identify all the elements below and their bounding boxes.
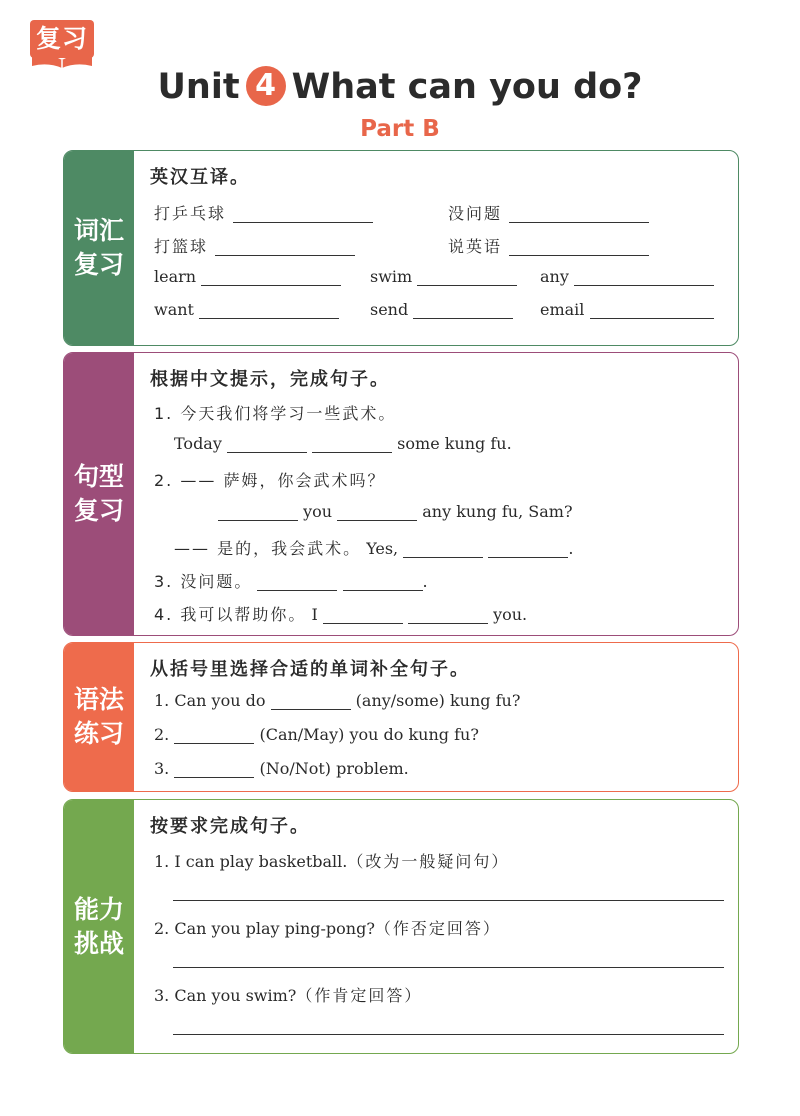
answer-blank[interactable] <box>215 237 355 256</box>
answer-blank[interactable] <box>403 539 483 558</box>
answer-blank[interactable] <box>312 434 392 453</box>
grammar-q3: 3. (No/Not) problem. <box>154 759 409 778</box>
vocab-item: send <box>370 300 513 319</box>
title-unit-word: Unit <box>157 67 240 107</box>
answer-blank[interactable] <box>218 502 298 521</box>
answer-blank[interactable] <box>227 434 307 453</box>
answer-blank[interactable] <box>509 204 649 223</box>
vocab-side-text: 词汇 复习 <box>73 216 124 279</box>
sentence-instruction: 根据中文提示，完成句子。 <box>150 369 390 390</box>
grammar-q1: 1. Can you do (any/some) kung fu? <box>154 691 521 710</box>
review-badge-label: 复习 <box>30 20 94 58</box>
grammar-section <box>63 642 739 792</box>
vocab-side-label <box>64 151 134 345</box>
sentence-side-label <box>64 353 134 635</box>
answer-blank[interactable] <box>408 605 488 624</box>
sentence-q1-prompt: 1. 今天我们将学习一些武术。 <box>154 404 397 423</box>
answer-blank[interactable] <box>201 267 341 286</box>
answer-blank[interactable] <box>488 539 568 558</box>
grammar-q2: 2. (Can/May) you do kung fu? <box>154 725 479 744</box>
sentence-q2-answer: —— 是的，我会武术。 Yes, . <box>174 539 574 558</box>
title-text: What can you do? <box>291 67 643 107</box>
answer-blank[interactable] <box>337 502 417 521</box>
answer-line[interactable] <box>173 967 724 968</box>
grammar-side-label <box>64 643 134 791</box>
vocab-item: 打乒乓球 <box>154 201 373 224</box>
sentence-q2-question: you any kung fu, Sam? <box>218 502 573 521</box>
answer-blank[interactable] <box>417 267 517 286</box>
sentence-q1: Today some kung fu. <box>174 434 512 453</box>
vocab-item: email <box>540 300 714 319</box>
vocab-section <box>63 150 739 346</box>
vocab-item: swim <box>370 267 517 286</box>
vocab-item: want <box>154 300 339 319</box>
vocab-item: 没问题 <box>448 201 649 224</box>
sentence-q4: 4. 我可以帮助你。 I you. <box>154 605 528 624</box>
answer-line[interactable] <box>173 900 724 901</box>
challenge-q2: 2. Can you play ping-pong?（作否定回答） <box>154 919 501 938</box>
challenge-q3: 3. Can you swim?（作肯定回答） <box>154 986 423 1005</box>
challenge-side-label <box>64 800 134 1053</box>
challenge-section <box>63 799 739 1054</box>
vocab-item: 打篮球 <box>154 234 355 257</box>
answer-blank[interactable] <box>199 300 339 319</box>
review-badge <box>30 20 94 70</box>
challenge-q1: 1. I can play basketball.（改为一般疑问句） <box>154 852 510 871</box>
answer-blank[interactable] <box>174 759 254 778</box>
answer-blank[interactable] <box>257 572 337 591</box>
answer-blank[interactable] <box>323 605 403 624</box>
answer-blank[interactable] <box>509 237 649 256</box>
vocab-item: any <box>540 267 714 286</box>
answer-blank[interactable] <box>174 725 254 744</box>
answer-blank[interactable] <box>343 572 423 591</box>
grammar-instruction: 从括号里选择合适的单词补全句子。 <box>150 659 470 680</box>
answer-blank[interactable] <box>413 300 513 319</box>
answer-blank[interactable] <box>590 300 714 319</box>
sentence-q2-prompt: 2. —— 萨姆，你会武术吗？ <box>154 471 386 490</box>
sentence-section <box>63 352 739 636</box>
part-label: Part B <box>360 116 440 142</box>
answer-line[interactable] <box>173 1034 724 1035</box>
vocab-item: 说英语 <box>448 234 649 257</box>
answer-blank[interactable] <box>574 267 714 286</box>
challenge-side-text: 能力 挑战 <box>73 894 124 958</box>
answer-blank[interactable] <box>271 691 351 710</box>
vocab-instruction: 英汉互译。 <box>150 167 250 188</box>
grammar-side-text: 语法 练习 <box>73 685 124 748</box>
page-title <box>0 66 800 107</box>
challenge-instruction: 按要求完成句子。 <box>150 816 310 837</box>
unit-number-badge: 4 <box>246 66 286 106</box>
vocab-item: learn <box>154 267 341 286</box>
sentence-q3: 3. 没问题。 . <box>154 572 428 591</box>
answer-blank[interactable] <box>233 204 373 223</box>
sentence-side-text: 句型 复习 <box>73 462 124 525</box>
